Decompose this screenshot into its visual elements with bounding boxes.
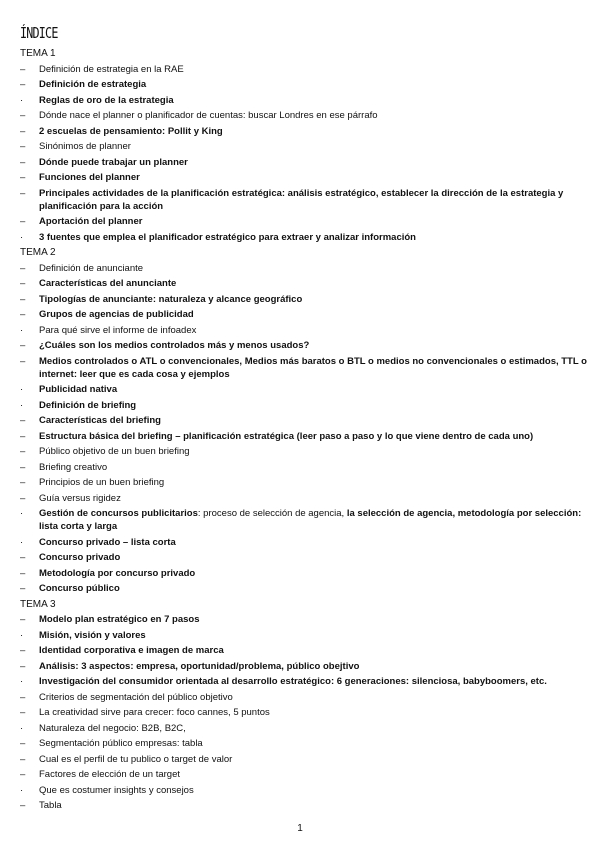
bullet-marker: · <box>20 722 24 734</box>
bullet-marker: · <box>20 629 24 641</box>
item-text-segment: Medios controlados o ATL o convencionales, Medios más baratos o BTL o medios no convencionales o estimados, TTL o internet: leer que es cada cosa y ejemplos <box>39 355 587 380</box>
index-item-text <box>39 262 592 275</box>
index-item <box>20 736 592 752</box>
bullet-marker: · <box>20 231 24 243</box>
index-item-text <box>39 492 592 505</box>
item-text-segment: la selección de agencia, metodología por selección: lista corta y larga <box>39 508 582 533</box>
index-item-text <box>39 536 592 549</box>
item-text-segment: La creatividad sirve para crecer: foco cannes, 5 puntos <box>39 707 270 719</box>
section-heading: TEMA 3 <box>20 598 56 610</box>
section-heading: TEMA 1 <box>20 48 56 59</box>
index-item-text <box>39 355 592 381</box>
bullet-marker: · <box>20 784 24 796</box>
item-text-segment: Guía versus rigidez <box>39 492 121 504</box>
bullet-marker: – <box>20 753 26 765</box>
index-item-text <box>39 675 592 688</box>
index-item-text <box>39 171 592 184</box>
index-item <box>20 93 592 109</box>
index-item <box>20 354 592 383</box>
bullet-marker: – <box>20 461 26 473</box>
index-item-text <box>39 445 592 458</box>
item-text-segment: Estructura básica del briefing – planificación estratégica (leer paso a paso y lo que viene dentro de cada uno) <box>39 430 534 442</box>
index-item-text <box>39 507 592 533</box>
index-item-text <box>39 629 592 642</box>
bullet-marker: – <box>20 552 26 564</box>
index-item <box>20 783 592 799</box>
index-item <box>20 752 592 768</box>
index-item-text <box>39 109 592 122</box>
index-item <box>20 550 592 566</box>
index-item <box>20 444 592 460</box>
index-item-text <box>39 156 592 169</box>
index-item <box>20 155 592 171</box>
bullet-marker: – <box>20 800 26 812</box>
bullet-marker: – <box>20 278 26 290</box>
index-item-text <box>39 582 592 595</box>
item-text-segment: Principios de un buen briefing <box>39 477 165 489</box>
index-item <box>20 506 592 535</box>
bullet-marker: – <box>20 430 26 442</box>
bullet-marker: – <box>20 691 26 703</box>
index-item <box>20 108 592 124</box>
index-item <box>20 382 592 398</box>
bullet-marker: – <box>20 110 26 122</box>
bullet-marker: · <box>20 676 24 688</box>
item-text-segment: Definición de estrategia en la RAE <box>39 63 184 75</box>
bullet-marker: · <box>20 384 24 396</box>
index-item-text <box>39 324 592 337</box>
index-item <box>20 721 592 737</box>
bullet-marker: – <box>20 583 26 595</box>
index-item <box>20 124 592 140</box>
index-item-text <box>39 187 592 213</box>
index-item <box>20 261 592 277</box>
index-item-text <box>39 78 592 91</box>
index-item-text <box>39 277 592 290</box>
index-item-text <box>39 768 592 781</box>
item-text-segment: Dónde nace el planner o planificador de cuentas: buscar Londres en ese párrafo <box>39 110 378 122</box>
index-item <box>20 659 592 675</box>
index-item <box>20 705 592 721</box>
index-item <box>20 338 592 354</box>
item-text-segment: Naturaleza del negocio: B2B, B2C, <box>39 722 186 734</box>
index-item <box>20 628 592 644</box>
item-text-segment: Modelo plan estratégico en 7 pasos <box>39 614 200 626</box>
item-text-segment: Concurso privado – lista corta <box>39 536 176 548</box>
item-text-segment: Público objetivo de un buen briefing <box>39 446 190 458</box>
index-item-text <box>39 461 592 474</box>
bullet-marker: – <box>20 738 26 750</box>
index-item-text <box>39 737 592 750</box>
index-item-text <box>39 613 592 626</box>
index-item <box>20 767 592 783</box>
index-item-text <box>39 753 592 766</box>
item-text-segment: Funciones del planner <box>39 172 140 184</box>
bullet-marker: · <box>20 536 24 548</box>
index-item-text <box>39 125 592 138</box>
item-text-segment: Tipologías de anunciante: naturaleza y alcance geográfico <box>39 293 303 305</box>
bullet-marker: – <box>20 141 26 153</box>
index-item-text <box>39 799 592 812</box>
item-text-segment: Definición de estrategia <box>39 79 147 91</box>
bullet-marker: – <box>20 446 26 458</box>
index-item-text <box>39 430 592 443</box>
item-text-segment: Identidad corporativa e imagen de marca <box>39 645 224 657</box>
bullet-marker: – <box>20 492 26 504</box>
index-item-text <box>39 215 592 228</box>
bullet-marker: – <box>20 769 26 781</box>
item-text-segment: Análisis: 3 aspectos: empresa, oportunidad/problema, público obejtivo <box>39 660 360 672</box>
bullet-marker: – <box>20 707 26 719</box>
index-item <box>20 307 592 323</box>
index-item-text <box>39 660 592 673</box>
bullet-marker: – <box>20 187 26 199</box>
item-text-segment: Definición de anunciante <box>39 262 144 274</box>
index-item-text <box>39 784 592 797</box>
item-text-segment: Definición de briefing <box>39 399 137 411</box>
bullet-marker: · <box>20 508 24 520</box>
bullet-marker: – <box>20 125 26 137</box>
index-item <box>20 429 592 445</box>
item-text-segment: Características del anunciante <box>39 278 177 290</box>
index-item <box>20 690 592 706</box>
bullet-marker: – <box>20 645 26 657</box>
index-item <box>20 62 592 78</box>
bullet-marker: – <box>20 262 26 274</box>
bullet-marker: – <box>20 156 26 168</box>
index-item-text <box>39 476 592 489</box>
index-item <box>20 214 592 230</box>
item-text-segment: Grupos de agencias de publicidad <box>39 309 194 321</box>
index-item <box>20 413 592 429</box>
item-text-segment: Que es costumer insights y consejos <box>39 784 194 796</box>
bullet-marker: · <box>20 324 24 336</box>
item-text-segment: Dónde puede trabajar un planner <box>39 156 188 168</box>
index-item <box>20 491 592 507</box>
index-item <box>20 798 592 814</box>
index-item <box>20 77 592 93</box>
index-item-text <box>39 706 592 719</box>
item-text-segment: : proceso de selección de agencia, <box>197 508 347 520</box>
bullet-marker: – <box>20 309 26 321</box>
index-item <box>20 566 592 582</box>
item-text-segment: Segmentación público empresas: tabla <box>39 738 203 750</box>
bullet-marker: – <box>20 415 26 427</box>
index-item-text <box>39 308 592 321</box>
index-item <box>20 398 592 414</box>
item-text-segment: 2 escuelas de pensamiento: Pollit y King <box>39 125 223 137</box>
bullet-marker: – <box>20 355 26 367</box>
index-item-text <box>39 691 592 704</box>
index-item <box>20 643 592 659</box>
item-text-segment: Criterios de segmentación del público objetivo <box>39 691 233 703</box>
index-item <box>20 139 592 155</box>
index-item <box>20 535 592 551</box>
bullet-marker: · <box>20 94 24 106</box>
index-item-text <box>39 339 592 352</box>
index-item-text <box>39 551 592 564</box>
index-item-text <box>39 383 592 396</box>
item-text-segment: ¿Cuáles son los medios controlados más y menos usados? <box>39 340 310 352</box>
bullet-marker: · <box>20 399 24 411</box>
bullet-marker: – <box>20 567 26 579</box>
index-item-text <box>39 414 592 427</box>
index-item <box>20 276 592 292</box>
index-item <box>20 323 592 339</box>
item-text-segment: Cual es el perfil de tu publico o target de valor <box>39 753 233 765</box>
bullet-marker: – <box>20 79 26 91</box>
item-text-segment: Investigación del consumidor orientada al desarrollo estratégico: 6 generaciones: silenciosa, babyboomers, etc. <box>39 676 547 688</box>
index-item-text <box>39 63 592 76</box>
index-item-text <box>39 644 592 657</box>
item-text-segment: Sinónimos de planner <box>39 141 131 153</box>
index-item <box>20 460 592 476</box>
index-item <box>20 186 592 215</box>
index-item <box>20 292 592 308</box>
item-text-segment: Principales actividades de la planificación estratégica: análisis estratégico, establecer la dirección de la estrategia y planificación para la acción <box>39 187 564 212</box>
item-text-segment: Concurso privado <box>39 552 121 564</box>
index-item <box>20 230 592 246</box>
index-item-text <box>39 94 592 107</box>
item-text-segment: Características del briefing <box>39 415 161 427</box>
item-text-segment: Para qué sirve el informe de infoadex <box>39 324 197 336</box>
item-text-segment: Publicidad nativa <box>39 384 118 396</box>
bullet-marker: – <box>20 172 26 184</box>
index-item <box>20 674 592 690</box>
item-text-segment: Metodología por concurso privado <box>39 567 196 579</box>
index-item-text <box>39 293 592 306</box>
index-item <box>20 475 592 491</box>
page-number: 1 <box>297 823 303 834</box>
item-text-segment: Misión, visión y valores <box>39 629 146 641</box>
bullet-marker: – <box>20 340 26 352</box>
item-text-segment: Concurso público <box>39 583 120 595</box>
bullet-marker: – <box>20 477 26 489</box>
item-text-segment: Briefing creativo <box>39 461 108 473</box>
index-item <box>20 170 592 186</box>
bullet-marker: – <box>20 293 26 305</box>
index-item-text <box>39 140 592 153</box>
index-item <box>20 581 592 597</box>
index-item <box>20 612 592 628</box>
index-list <box>20 46 592 814</box>
item-text-segment: Aportación del planner <box>39 216 143 228</box>
index-item-text <box>39 567 592 580</box>
item-text-segment: Reglas de oro de la estrategia <box>39 94 174 106</box>
item-text-segment: Factores de elección de un target <box>39 769 181 781</box>
section-heading: TEMA 2 <box>20 247 56 258</box>
bullet-marker: – <box>20 660 26 672</box>
document-title: ÍNDICE <box>20 24 58 42</box>
bullet-marker: – <box>20 216 26 228</box>
bullet-marker: – <box>20 614 26 626</box>
index-item-text <box>39 399 592 412</box>
item-text-segment: 3 fuentes que emplea el planificador estratégico para extraer y analizar información <box>39 231 416 243</box>
index-item-text <box>39 231 592 244</box>
index-item-text <box>39 722 592 735</box>
item-text-segment: Tabla <box>39 800 62 812</box>
item-text-segment: Gestión de concursos publicitarios <box>39 508 198 520</box>
bullet-marker: – <box>20 63 26 75</box>
